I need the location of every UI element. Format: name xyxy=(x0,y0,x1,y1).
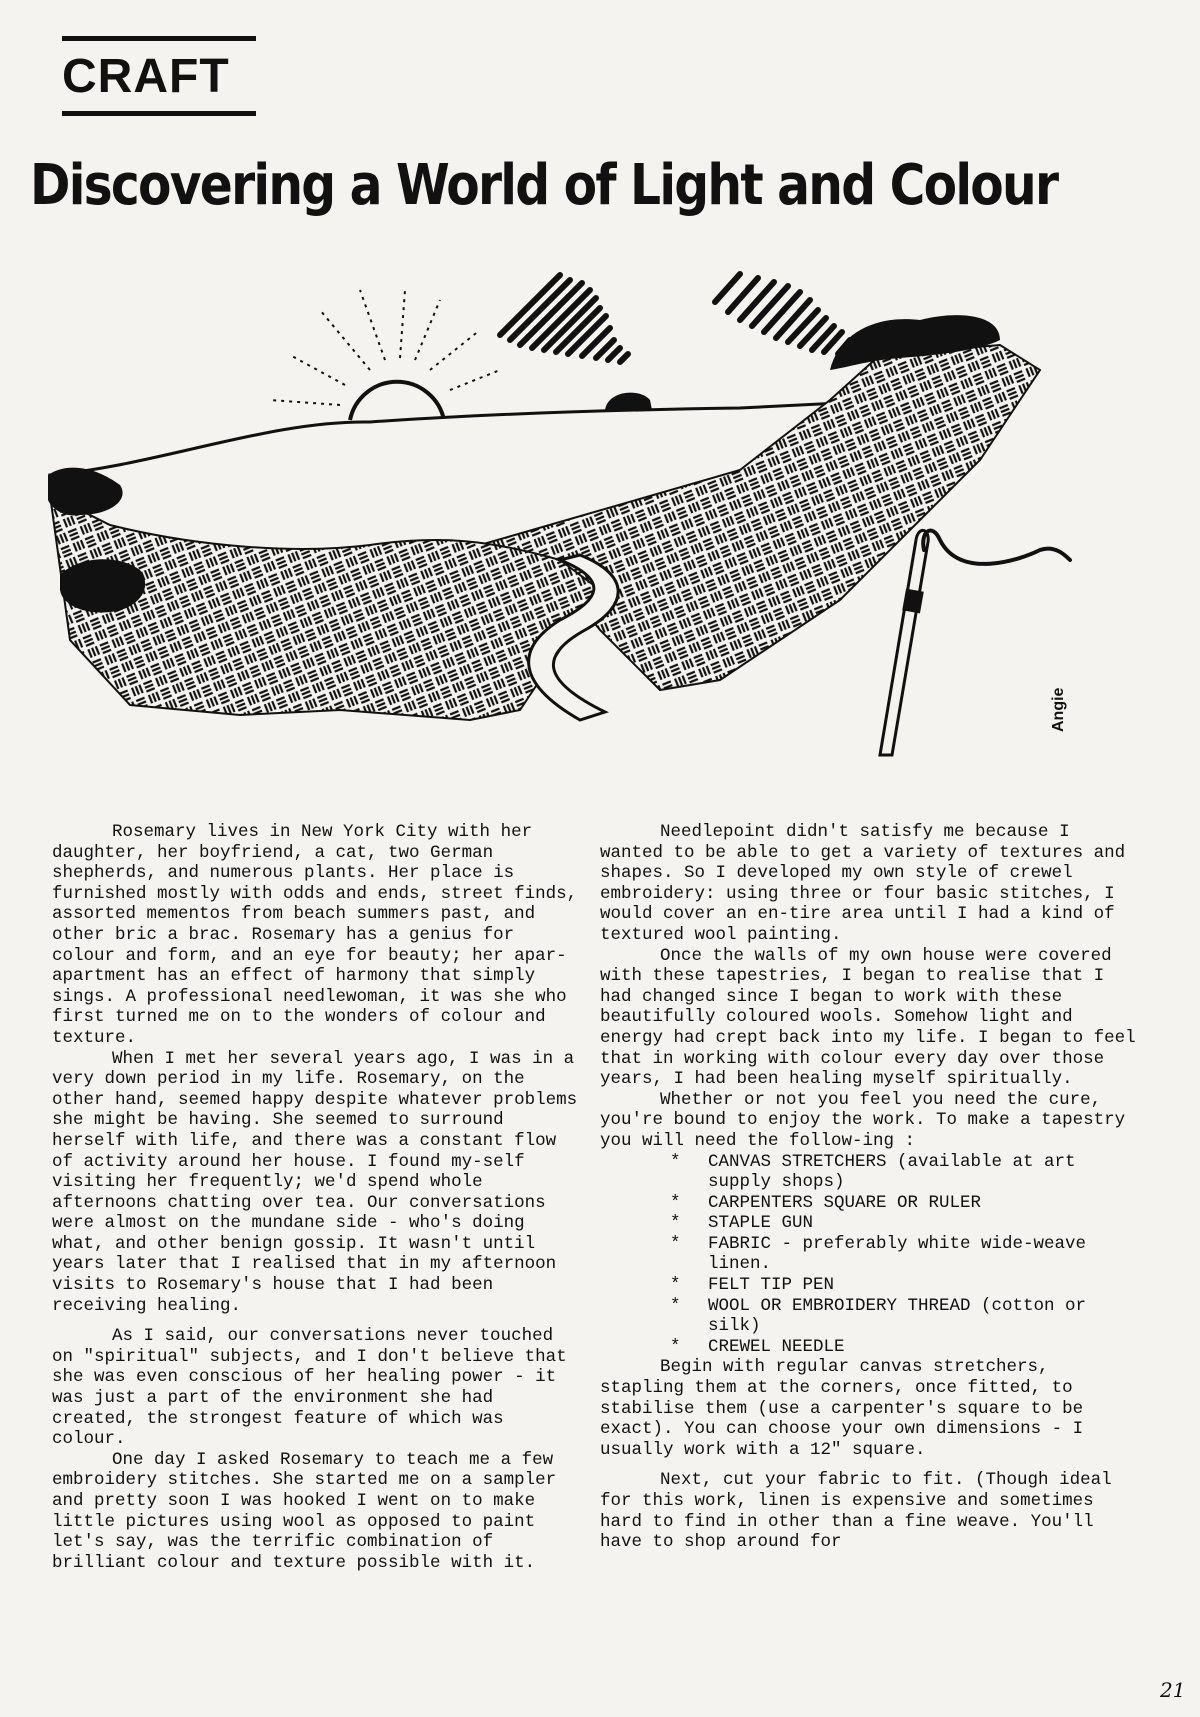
paragraph: One day I asked Rosemary to teach me a few embroidery stitches. She started me on a sampler and pretty soon I was hooked I went on to make little pictures using wool as opposed to paint let's say, was the terrific combination of brilliant colour and texture possible with it. xyxy=(52,1449,557,1573)
list-item: * CANVAS STRETCHERS (available at art supply shops) xyxy=(670,1152,1140,1193)
needle-icon xyxy=(880,530,1070,755)
list-item: * CARPENTERS SQUARE OR RULER xyxy=(670,1193,1140,1214)
cloud-right xyxy=(715,274,860,356)
section-label: CRAFT xyxy=(62,36,256,116)
list-item: * FABRIC - preferably white wide-weave linen. xyxy=(670,1234,1140,1275)
cloud-left xyxy=(500,275,628,362)
paragraph: Needlepoint didn't satisfy me because I wanted to be able to get a variety of textures and shapes. So I developed my own style of crewel embroidery: using three or four basic stitches, I would cover an en-tire area until I had a kind of textured wool painting. xyxy=(600,822,1126,945)
paragraph: Next, cut your fabric to fit. (Though ideal for this work, linen is expensive and sometimes hard to find in other than a fine weave. You'll have to shop around for xyxy=(600,1470,1112,1553)
artist-signature: Angie xyxy=(1050,687,1067,732)
supply-list xyxy=(600,1152,1140,1358)
list-item: * FELT TIP PEN xyxy=(670,1275,1140,1296)
landscape-illustration xyxy=(40,260,1140,790)
list-item: * CREWEL NEEDLE xyxy=(670,1337,1140,1358)
list-item: * WOOL OR EMBROIDERY THREAD (cotton or silk) xyxy=(670,1296,1140,1337)
paragraph: As I said, our conversations never touched on "spiritual" subjects, and I don't believe that she was even conscious of her healing power - it was just a part of the environment she had created, the strongest feature of which was colour. xyxy=(52,1326,567,1450)
article-title: Discovering a World of Light and Colour xyxy=(30,153,1058,218)
paragraph: Rosemary lives in New York City with her daughter, her boyfriend, a cat, two German shepherds, and numerous plants. Her place is furnished mostly with odds and ends, street finds, assorted mementos from beach summers past, and other bric a brac. Rosemary has a genius for colour and form, and an eye for beauty; her apar-apartment has an effect of harmony that simply sings. A professional needlewoman, it was she who first turned me on to the wonders of colour and texture. xyxy=(52,822,578,1048)
paragraph: When I met her several years ago, I was in a very down period in my life. Rosemary, on the other hand, seemed happy despite whatever problems she might be having. She seemed to surround herself with life, and there was a constant flow of activity around her house. I found my-self visiting her frequently; we'd spend whole afternoons chatting over tea. Our conversations were almost on the mundane side - who's doing what, and other benign gossip. It wasn't until years later that I realised that in my afternoon visits to Rosemary's house that I had been receiving healing. xyxy=(52,1048,578,1316)
paragraph: Begin with regular canvas stretchers, stapling them at the corners, once fitted, to stabilise them (use a carpenter's square to be exact). You can choose your own dimensions - I usually work with a 12" square. xyxy=(600,1357,1084,1460)
sun xyxy=(270,290,500,420)
article-column-left xyxy=(52,822,580,1573)
bush-lower xyxy=(60,559,145,612)
list-item: * STAPLE GUN xyxy=(670,1213,1140,1234)
page-number: 21 xyxy=(1160,1678,1186,1702)
article-column-right xyxy=(600,822,1140,1553)
paragraph: Once the walls of my own house were covered with these tapestries, I began to realise that I had changed since I began to work with these beautifully coloured wools. Somehow light and energy had crept back into my life. I began to feel that in working with colour every day over those years, I had been healing myself spiritually. xyxy=(600,945,1136,1090)
paragraph: Whether or not you feel you need the cure, you're bound to enjoy the work. To make a tapestry you will need the follow-ing : xyxy=(600,1089,1126,1151)
far-tree xyxy=(605,393,652,410)
